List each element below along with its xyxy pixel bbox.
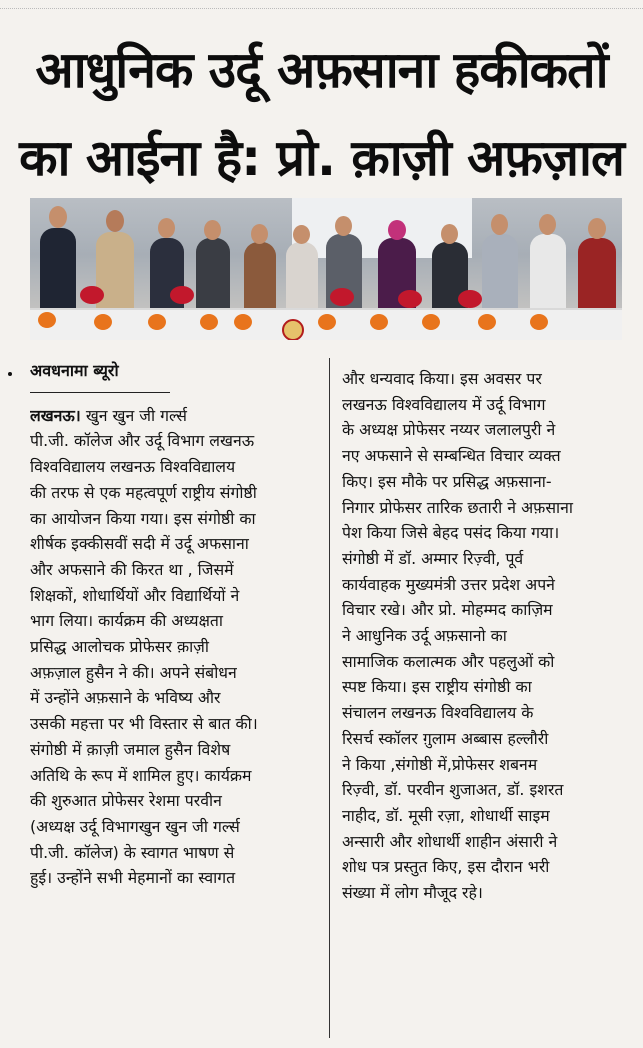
paragraph-line: स्पष्ट किया। इस राष्ट्रीय संगोष्ठी का <box>342 677 532 697</box>
paragraph-line: निगार प्रोफेसर तारिक छतारी ने अफ़साना <box>342 497 573 517</box>
paragraph-line: में उन्होंने अफ़साने के भविष्य और <box>30 688 221 708</box>
paragraph-line: संगोष्ठी में डॉ. अम्मार रिज़्वी, पूर्व <box>342 548 524 568</box>
paragraph-line: और अफसाने की किरत था , जिसमें <box>30 559 234 579</box>
paragraph-line: पी.जी. कॉलेज) के स्वागत भाषण से <box>30 842 235 862</box>
paragraph-line: प्रसिद्ध आलोचक प्रोफेसर क़ाज़ी <box>30 637 209 657</box>
paragraph-line: संगोष्ठी में क़ाज़ी जमाल हुसैन विशेष <box>30 739 231 759</box>
paragraph-line: लखनऊ। खुन खुन जी गर्ल्स <box>30 405 187 425</box>
paragraph-line: लखनऊ विश्वविद्यालय में उर्दू विभाग <box>342 394 546 414</box>
paragraph-line: शिक्षकों, शोधार्थियों और विद्यार्थियों ने <box>30 585 240 605</box>
paragraph-line: शीर्षक इक्कीसवीं सदी में उर्दू अफसाना <box>30 534 249 554</box>
column-marker <box>8 372 12 376</box>
paragraph-line: विचार रखे। और प्रो. मोहम्मद काज़िम <box>342 600 553 620</box>
article-column-left <box>30 358 318 891</box>
byline-rule <box>30 392 170 393</box>
paragraph-line: अतिथि के रूप में शामिल हुए। कार्यक्रम <box>30 765 252 785</box>
paragraph-line: कार्यवाहक मुख्यमंत्री उत्तर प्रदेश अपने <box>342 574 555 594</box>
paragraph-line: नाहीद, डॉ. मूसी रज़ा, शोधार्थी साइम <box>342 805 550 825</box>
paragraph-line: (अध्यक्ष उर्दू विभागखुन खुन जी गर्ल्स <box>30 816 240 836</box>
paragraph-line: और धन्यवाद किया। इस अवसर पर <box>342 369 542 388</box>
paragraph-line: सामाजिक कलात्मक और पहलुओं को <box>342 651 555 671</box>
dateline: लखनऊ। <box>30 405 81 425</box>
paragraph-line: का आयोजन किया गया। इस संगोष्ठी का <box>30 508 256 528</box>
paragraph-line: किए। इस मौके पर प्रसिद्ध अफ़साना- <box>342 471 552 491</box>
paragraph-line: की शुरुआत प्रोफेसर रेशमा परवीन <box>30 791 222 811</box>
byline: अवधनामा ब्यूरो <box>30 361 119 380</box>
paragraph-line: संचालन लखनऊ विश्वविद्यालय के <box>342 703 534 723</box>
article-column-right <box>342 366 628 906</box>
paragraph-line: पेश किया जिसे बेहद पसंद किया गया। <box>342 523 560 543</box>
paragraph-line: विश्वविद्यालय लखनऊ विश्वविद्यालय <box>30 457 236 477</box>
paragraph-line: भाग लिया। कार्यक्रम की अध्यक्षता <box>30 611 223 631</box>
top-crop-edge <box>0 0 643 9</box>
column-divider <box>329 358 330 1038</box>
paragraph-line: अन्सारी और शोधार्थी शाहीन अंसारी ने <box>342 831 558 851</box>
headline-line-2: का आईना है: प्रो. क़ाज़ी अफ़ज़ाल <box>19 129 624 187</box>
paragraph-line: संख्या में लोग मौजूद रहे। <box>342 883 483 903</box>
paragraph-line: ने आधुनिक उर्दू अफ़सानो का <box>342 626 507 646</box>
headline-line-1: आधुनिक उर्दू अफ़साना हकीकतों <box>35 41 608 99</box>
paragraph-line: हुई। उन्होंने सभी मेहमानों का स्वागत <box>30 868 236 888</box>
event-group-photo <box>30 198 622 340</box>
paragraph-line: पी.जी. कॉलेज और उर्दू विभाग लखनऊ <box>30 431 255 451</box>
paragraph-line: ने किया ,संगोष्ठी में,प्रोफेसर शबनम <box>342 754 538 774</box>
paragraph-line: रिसर्च स्कॉलर ग़ुलाम अब्बास हल्लौरी <box>342 728 549 748</box>
university-emblem <box>282 319 304 340</box>
paragraph-line: की तरफ से एक महत्वपूर्ण राष्ट्रीय संगोष्ठी <box>30 482 257 502</box>
paragraph-line: के अध्यक्ष प्रोफेसर नय्यर जलालपुरी ने <box>342 420 556 440</box>
paragraph-line: नए अफसाने से सम्बन्धित विचार व्यक्त <box>342 446 561 466</box>
paragraph-line: अफ़ज़ाल हुसैन ने की। अपने संबोधन <box>30 662 237 682</box>
paragraph-line: रिज़्वी, डॉ. परवीन शुजाअत, डॉ. इशरत <box>342 780 564 800</box>
paragraph-line: उसकी महत्ता पर भी विस्तार से बात की। <box>30 714 258 734</box>
paragraph-line: शोध पत्र प्रस्तुत किए, इस दौरान भरी <box>342 857 550 877</box>
